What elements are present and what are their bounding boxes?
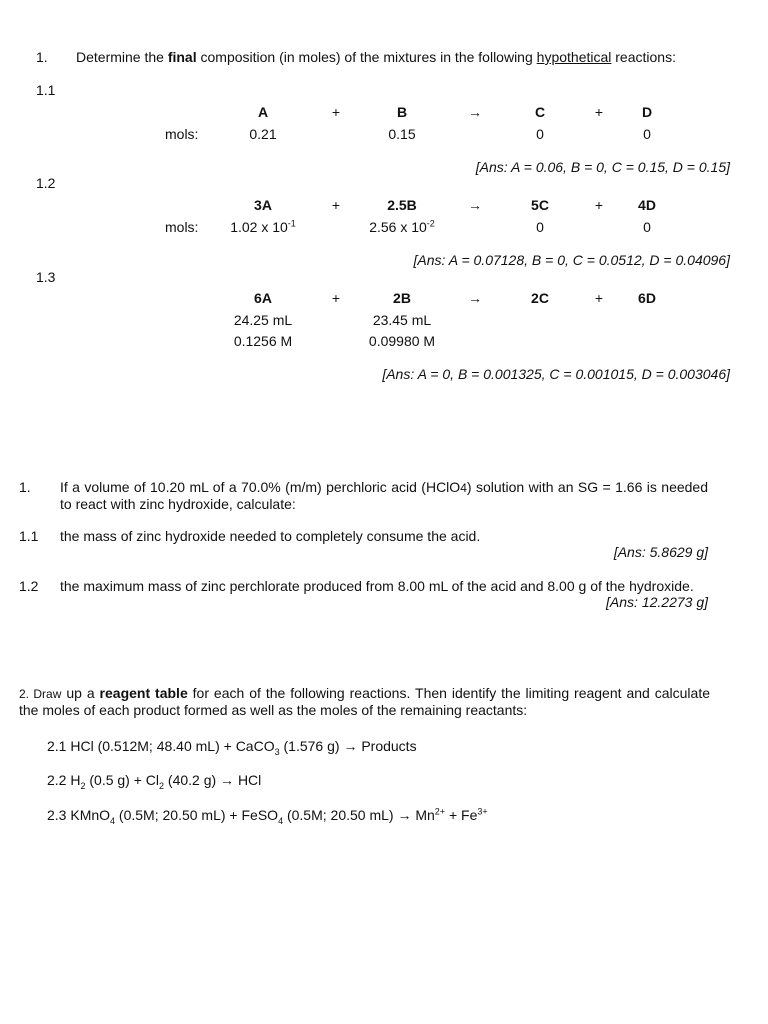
species-b: 2.5B	[387, 197, 417, 213]
answer-2-2: [Ans: 12.2273 g]	[606, 594, 708, 610]
plus-sign: +	[331, 197, 341, 213]
answer-2-1: [Ans: 5.8629 g]	[613, 544, 708, 560]
part-1-2-number: 1.2	[36, 175, 56, 191]
mol-value: 0	[536, 126, 544, 142]
species-b: B	[396, 104, 408, 120]
species-a: A	[257, 104, 269, 120]
mols-label: mols:	[165, 219, 199, 235]
plus-sign: +	[331, 104, 341, 120]
mol-value: 0	[643, 126, 651, 142]
plus-sign: +	[594, 197, 604, 213]
species-a: 6A	[254, 290, 272, 306]
plus-sign: +	[594, 290, 604, 306]
species-c: 5C	[531, 197, 549, 213]
answer-1-1: [Ans: A = 0.06, B = 0, C = 0.15, D = 0.15]	[475, 159, 730, 175]
part-1-1-number: 1.1	[36, 82, 56, 98]
answer-1-2: [Ans: A = 0.07128, B = 0, C = 0.0512, D = 0.04096]	[413, 252, 730, 268]
reaction-arrow: →	[468, 290, 482, 306]
concentration-value: 0.1256 M	[233, 333, 293, 349]
plus-sign: +	[331, 290, 341, 306]
volume-value: 24.25 mL	[233, 312, 293, 328]
reaction-2-2: 2.2 $H_2$ (0.5 $g) + Cl_2$ (40.2 g) → HCl	[47, 772, 262, 791]
mol-value: 0.15	[388, 126, 416, 142]
q2-1-text: the mass of zinc hydroxide needed to completely consume the acid.	[60, 528, 481, 544]
reaction-arrow: →	[468, 197, 482, 213]
mol-value: 0	[643, 219, 651, 235]
species-c: C	[534, 104, 546, 120]
q3-intro: 2. Draw up a reagent table for each of the following reactions. Then identify the limiting reagent and calculate the moles of each product formed as well as the moles of the remaining reactants:	[19, 685, 710, 718]
species-a: 3A	[254, 197, 272, 213]
plus-sign: +	[594, 104, 604, 120]
q1-intro: Determine the final composition (in moles) of the mixtures in the following hypothetical reactions:	[76, 49, 676, 65]
species-d: D	[641, 104, 653, 120]
reaction-2-1: 2.1 HCl (0.512M; 48.40 mL) + CaCO$_3$ (1.576 g) → Products	[47, 738, 417, 757]
q2-intro: If a volume of 10.20 mL of a 70.0% (m/m) perchloric acid (HClO4) solution with an SG = 1.66 is needed to react with zinc hydroxide, calculate:	[60, 479, 709, 512]
reaction-arrow: →	[468, 104, 482, 120]
q2-1-number: 1.1	[19, 528, 39, 544]
mol-value: 1.02 x $10^{-1}$	[230, 218, 296, 235]
concentration-value: 0.09980 M	[368, 333, 436, 349]
mol-value: 0.21	[249, 126, 277, 142]
species-d: 4D	[638, 197, 656, 213]
part-1-3-number: 1.3	[36, 269, 56, 285]
mol-value: 2.56 x $10^{-2}$	[369, 218, 435, 235]
mol-value: 0	[536, 219, 544, 235]
volume-value: 23.45 mL	[372, 312, 432, 328]
species-c: 2C	[531, 290, 549, 306]
species-d: 6D	[638, 290, 656, 306]
q1-number: 1.	[36, 49, 48, 65]
species-b: 2B	[393, 290, 411, 306]
reaction-2-3: 2.3 KMnO$_4$ (0.5M; 20.50 mL) + FeSO$_4$ (0.5M; 20.50 $mL) \to Mn^{2+} + Fe^{3+}$	[47, 806, 488, 826]
mols-label: mols:	[165, 126, 199, 142]
q2-number: 1.	[19, 479, 31, 495]
answer-1-3: [Ans: A = 0, B = 0.001325, C = 0.001015, D = 0.003046]	[382, 366, 730, 382]
q2-2-number: 1.2	[19, 578, 39, 594]
q2-2-text: the maximum mass of zinc perchlorate produced from 8.00 mL of the acid and 8.00 g of the hydroxide.	[60, 578, 694, 594]
